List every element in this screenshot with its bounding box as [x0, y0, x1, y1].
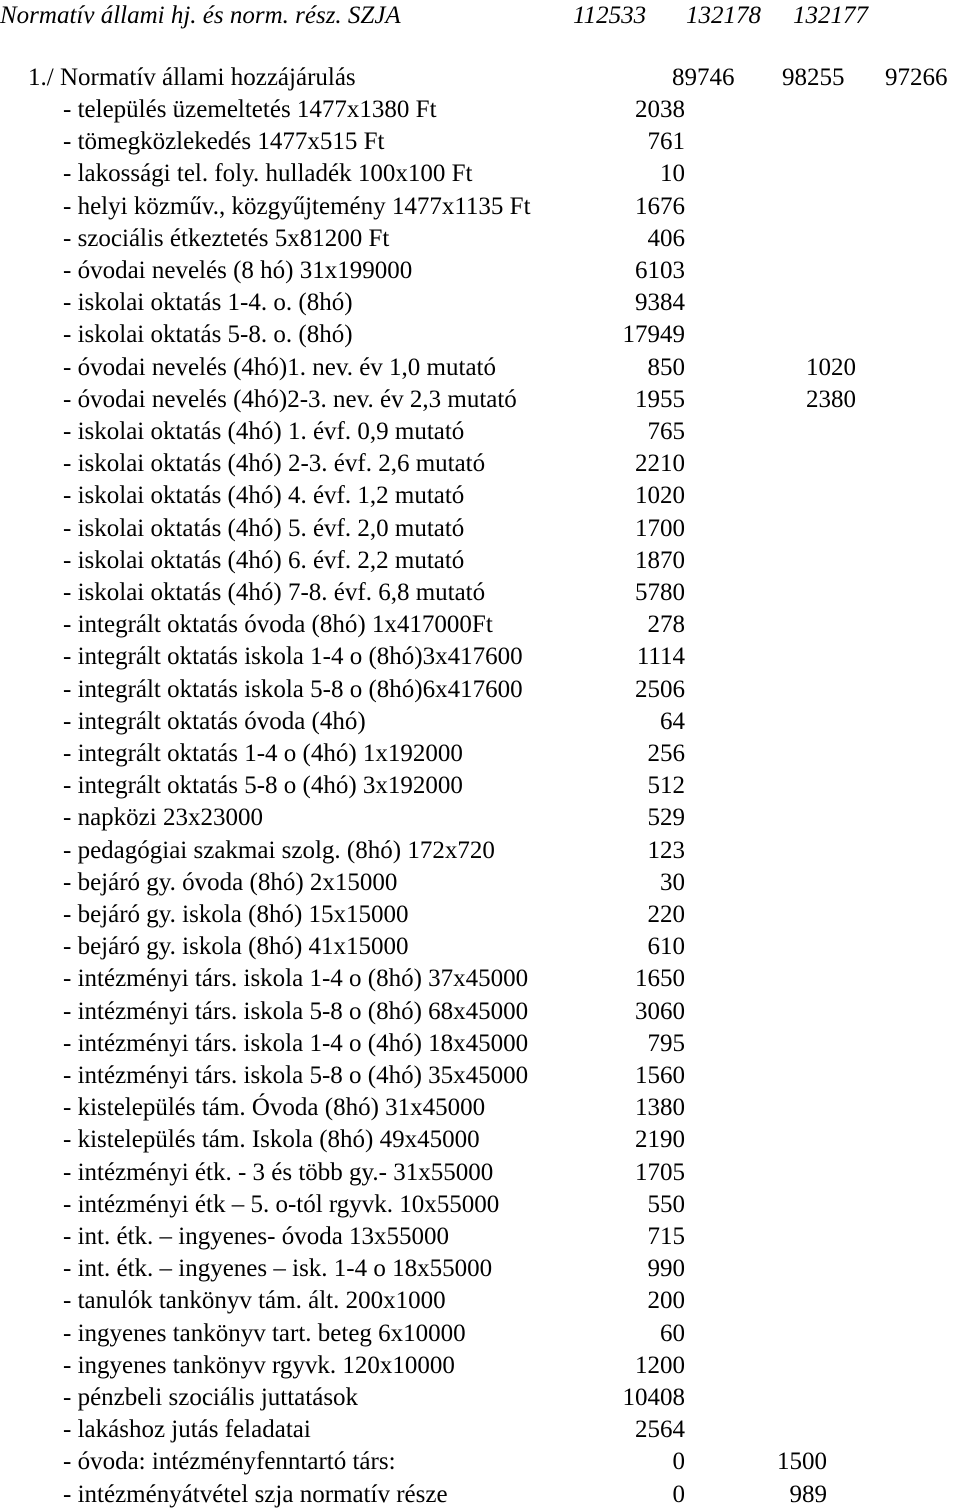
title-line — [0, 0, 960, 32]
item-label: - intézményi társ. iskola 1-4 o (4hó) 18x45000 — [63, 1029, 529, 1057]
list-item — [0, 1350, 960, 1382]
list-item — [0, 835, 960, 867]
list-item — [0, 1382, 960, 1414]
item-value-1: 2506 — [635, 675, 685, 703]
section-header-value-2: 98255 — [782, 64, 845, 91]
item-value-1: 1650 — [635, 965, 685, 993]
item-label: - int. étk. – ingyenes – isk. 1-4 o 18x55000 — [63, 1255, 493, 1283]
item-label: - kistelepülés tám. Iskola (8hó) 49x45000 — [63, 1126, 480, 1154]
item-value-1: 30 — [660, 868, 685, 896]
list-item — [0, 545, 960, 577]
list-item — [0, 802, 960, 834]
item-value-1: 550 — [647, 1190, 685, 1218]
title-label: Normatív állami hj. és norm. rész. SZJA — [0, 2, 401, 29]
item-value-1: 1676 — [635, 192, 685, 220]
item-value-1: 610 — [647, 933, 685, 961]
item-label: - helyi közműv., közgyűjtemény 1477x1135 Ft — [63, 192, 531, 220]
list-item — [0, 1414, 960, 1446]
item-label: - iskolai oktatás (4hó) 4. évf. 1,2 mutató — [63, 482, 465, 510]
list-item — [0, 641, 960, 673]
item-value-1: 715 — [647, 1223, 685, 1250]
item-value-1: 1114 — [636, 643, 685, 671]
item-label: - iskolai oktatás (4hó) 2-3. évf. 2,6 mutató — [63, 450, 486, 478]
list-item — [0, 287, 960, 319]
list-item — [0, 1479, 960, 1511]
item-label: - tanulók tankönyv tám. ált. 200x1000 — [63, 1287, 446, 1315]
title-value-1: 112533 — [573, 2, 647, 29]
item-label: - bejáró gy. óvoda (8hó) 2x15000 — [63, 868, 398, 896]
item-label: - iskolai oktatás 5-8. o. (8hó) — [63, 321, 353, 349]
list-item — [0, 1157, 960, 1189]
item-label: - intézményátvétel szja normatív része — [63, 1480, 448, 1508]
item-label: - bejáró gy. iskola (8hó) 41x15000 — [63, 933, 409, 961]
item-label: - óvodai nevelés (4hó)2-3. nev. év 2,3 mutató — [63, 385, 517, 413]
item-value-1: 123 — [647, 836, 685, 864]
item-value-1: 990 — [647, 1255, 685, 1283]
item-value-1: 60 — [660, 1319, 685, 1347]
item-label: - óvoda: intézményfenntartó társ: — [63, 1448, 396, 1476]
item-label: - intézményi társ. iskola 1-4 o (8hó) 37x45000 — [63, 965, 529, 993]
item-value-1: 10408 — [622, 1384, 685, 1411]
item-value-1: 1200 — [635, 1351, 685, 1379]
list-item — [0, 255, 960, 287]
list-item — [0, 577, 960, 609]
item-value-1: 0 — [672, 1448, 685, 1476]
list-item — [0, 448, 960, 480]
item-value-1: 512 — [647, 772, 685, 800]
item-value-1: 64 — [660, 707, 685, 735]
list-item — [0, 1060, 960, 1092]
item-value-1: 1560 — [635, 1062, 685, 1089]
list-item — [0, 191, 960, 223]
item-value-1: 17949 — [622, 321, 685, 349]
item-value-1: 220 — [647, 901, 685, 928]
list-item — [0, 480, 960, 512]
title-value-2: 132178 — [686, 2, 761, 29]
list-item — [0, 223, 960, 255]
list-item — [0, 1189, 960, 1221]
list-item — [0, 674, 960, 706]
item-label: - iskolai oktatás (4hó) 5. évf. 2,0 mutató — [63, 514, 465, 542]
item-label: - bejáró gy. iskola (8hó) 15x15000 — [63, 901, 409, 928]
item-label: - ingyenes tankönyv rgyvk. 120x10000 — [63, 1351, 455, 1379]
section-header-value-3: 97266 — [885, 64, 948, 91]
item-value-2: 1020 — [806, 353, 856, 381]
list-item — [0, 770, 960, 802]
item-value-1: 10 — [660, 160, 685, 188]
item-label: - integrált oktatás óvoda (4hó) — [63, 707, 366, 735]
list-item — [0, 996, 960, 1028]
item-label: - pénzbeli szociális juttatások — [63, 1384, 359, 1411]
list-item — [0, 1221, 960, 1253]
list-item — [0, 609, 960, 641]
item-label: - integrált oktatás iskola 1-4 o (8hó)3x417600 — [63, 643, 523, 671]
list-item — [0, 384, 960, 416]
item-value-1: 850 — [647, 353, 685, 381]
item-label: - integrált oktatás óvoda (8hó) 1x417000Ft — [63, 611, 493, 639]
list-item — [0, 1285, 960, 1317]
item-label: - település üzemeltetés 1477x1380 Ft — [63, 96, 437, 123]
item-label: - intézményi társ. iskola 5-8 o (8hó) 68x45000 — [63, 997, 529, 1025]
list-item — [0, 738, 960, 770]
list-item — [0, 1092, 960, 1124]
list-item — [0, 963, 960, 995]
item-label: - integrált oktatás 5-8 o (4hó) 3x192000 — [63, 772, 463, 800]
item-value-1: 765 — [647, 418, 685, 445]
item-label: - napközi 23x23000 — [63, 804, 263, 832]
item-value-1: 256 — [647, 740, 685, 767]
item-label: - pedagógiai szakmai szolg. (8hó) 172x720 — [63, 836, 495, 864]
item-value-1: 278 — [647, 611, 685, 639]
item-label: - iskolai oktatás (4hó) 6. évf. 2,2 mutató — [63, 546, 465, 574]
item-value-1: 1705 — [635, 1158, 685, 1186]
item-label: - iskolai oktatás 1-4. o. (8hó) — [63, 289, 353, 317]
item-value-1: 1955 — [635, 385, 685, 413]
item-value-1: 529 — [647, 804, 685, 832]
item-label: - iskolai oktatás (4hó) 1. évf. 0,9 mutató — [63, 418, 465, 445]
item-value-1: 795 — [647, 1029, 685, 1057]
list-item — [0, 126, 960, 158]
item-value-2: 989 — [789, 1480, 827, 1508]
list-item — [0, 416, 960, 448]
section-header-value-1: 89746 — [672, 64, 735, 91]
item-value-1: 200 — [647, 1287, 685, 1315]
item-label: - intézményi társ. iskola 5-8 o (4hó) 35x45000 — [63, 1062, 529, 1089]
list-item — [0, 1124, 960, 1156]
item-value-1: 6103 — [635, 257, 685, 284]
list-item — [0, 867, 960, 899]
item-value-1: 1020 — [635, 482, 685, 510]
item-label: - kistelepülés tám. Óvoda (8hó) 31x45000 — [63, 1094, 486, 1122]
item-label: - integrált oktatás 1-4 o (4hó) 1x192000 — [63, 740, 463, 767]
item-label: - lakáshoz jutás feladatai — [63, 1416, 311, 1444]
item-value-1: 3060 — [635, 997, 685, 1025]
list-item — [0, 352, 960, 384]
list-item — [0, 1253, 960, 1285]
section-header-row — [0, 62, 960, 94]
item-value-2: 1500 — [777, 1448, 827, 1476]
section-header-label: 1./ Normatív állami hozzájárulás — [28, 64, 356, 91]
item-value-1: 1870 — [635, 546, 685, 574]
list-item — [0, 1446, 960, 1478]
list-item — [0, 1028, 960, 1060]
list-item — [0, 706, 960, 738]
item-value-1: 2190 — [635, 1126, 685, 1154]
item-value-1: 5780 — [635, 579, 685, 606]
item-value-1: 406 — [647, 224, 685, 252]
item-value-1: 761 — [647, 128, 685, 156]
item-label: - tömegközlekedés 1477x515 Ft — [63, 128, 385, 156]
item-value-1: 1700 — [635, 514, 685, 542]
item-label: - óvodai nevelés (4hó)1. nev. év 1,0 mutató — [63, 353, 496, 381]
item-value-1: 9384 — [635, 289, 685, 317]
item-label: - szociális étkeztetés 5x81200 Ft — [63, 224, 390, 252]
item-label: - lakossági tel. foly. hulladék 100x100 Ft — [63, 160, 473, 188]
list-item — [0, 94, 960, 126]
list-item — [0, 899, 960, 931]
item-value-1: 1380 — [635, 1094, 685, 1122]
item-label: - ingyenes tankönyv tart. beteg 6x10000 — [63, 1319, 466, 1347]
item-value-1: 2210 — [635, 450, 685, 478]
list-item — [0, 513, 960, 545]
item-label: - intézményi étk – 5. o-tól rgyvk. 10x55000 — [63, 1190, 500, 1218]
item-label: - iskolai oktatás (4hó) 7-8. évf. 6,8 mutató — [63, 579, 486, 606]
item-value-1: 0 — [672, 1480, 685, 1508]
item-label: - int. étk. – ingyenes- óvoda 13x55000 — [63, 1223, 450, 1250]
item-value-1: 2038 — [635, 96, 685, 123]
list-item — [0, 158, 960, 190]
item-label: - integrált oktatás iskola 5-8 o (8hó)6x417600 — [63, 675, 523, 703]
item-label: - óvodai nevelés (8 hó) 31x199000 — [63, 257, 413, 284]
item-value-2: 2380 — [806, 385, 856, 413]
item-value-1: 2564 — [635, 1416, 685, 1444]
list-item — [0, 319, 960, 351]
item-label: - intézményi étk. - 3 és több gy.- 31x55000 — [63, 1158, 494, 1186]
list-item — [0, 931, 960, 963]
list-item — [0, 1318, 960, 1350]
title-value-3: 132177 — [793, 2, 868, 29]
